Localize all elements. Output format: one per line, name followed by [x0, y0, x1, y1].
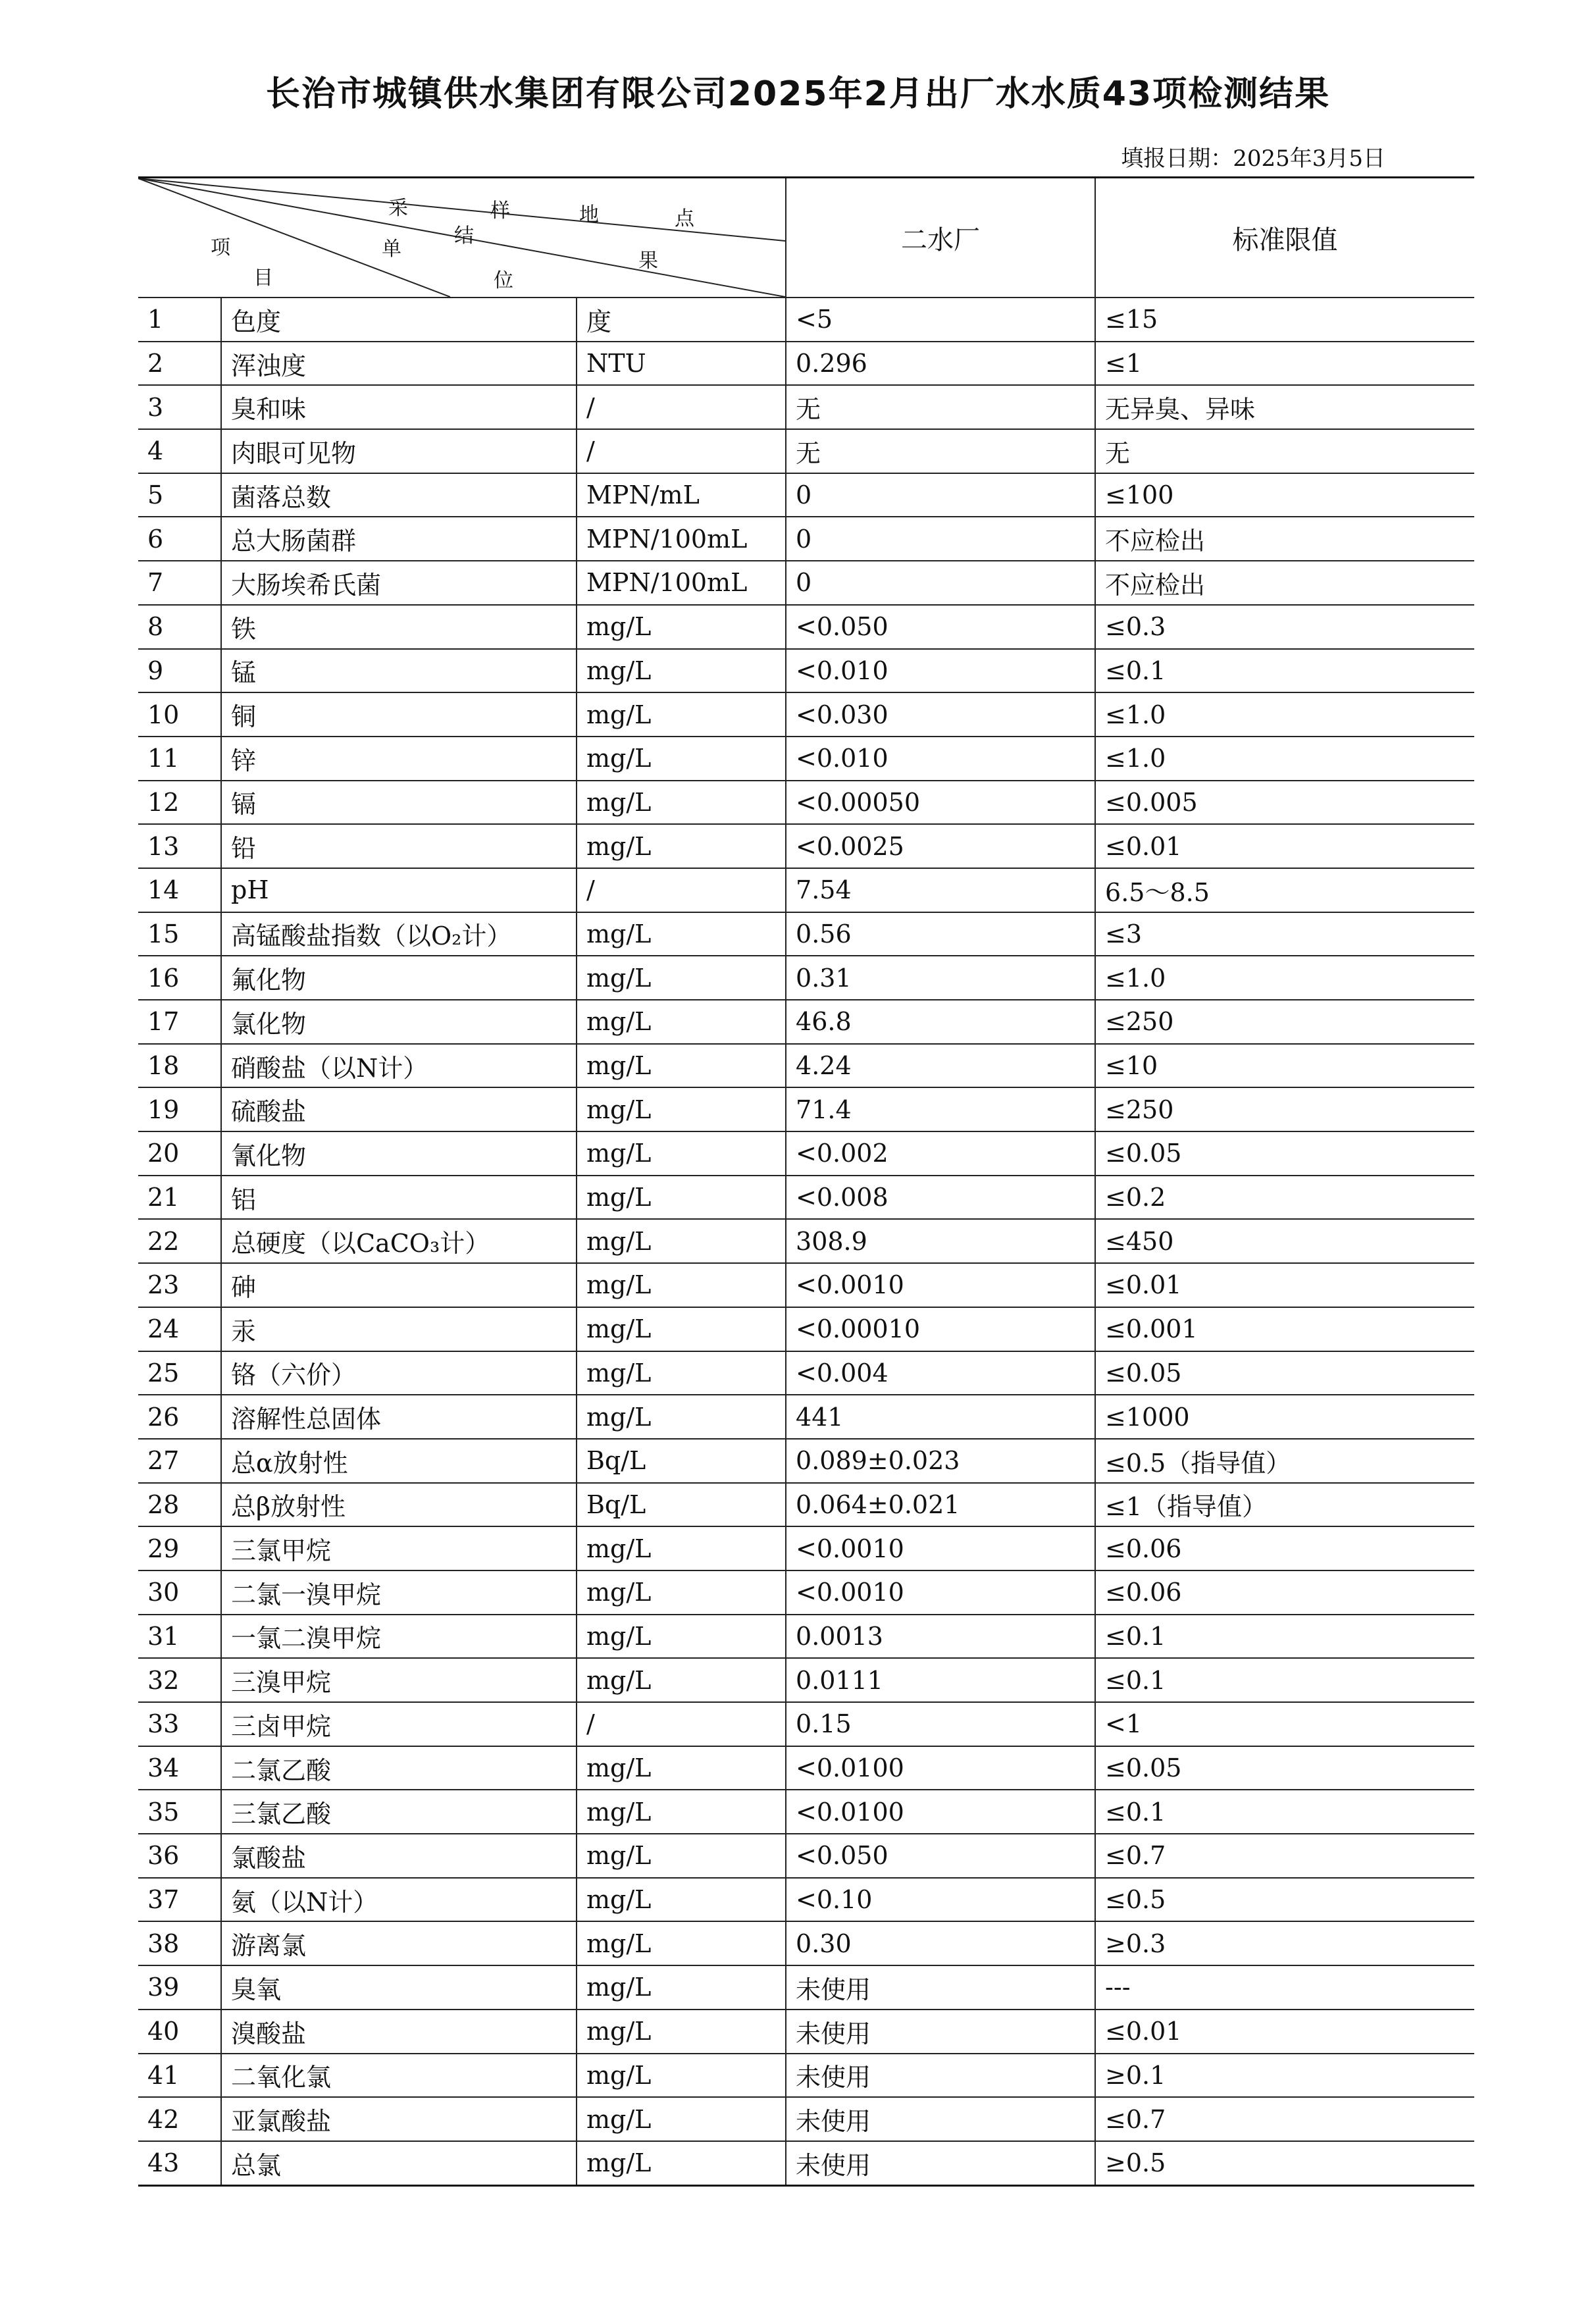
row-limit: ≤0.001 — [1095, 1307, 1474, 1351]
row-unit: mg/L — [577, 2097, 786, 2141]
table-row — [138, 1176, 1474, 1220]
row-plant-value: 0 — [786, 561, 1095, 605]
row-item: 铅 — [221, 824, 577, 868]
limit-header: 标准限值 — [1095, 178, 1474, 298]
row-item: 溴酸盐 — [221, 2010, 577, 2054]
row-limit: ≤10 — [1095, 1044, 1474, 1088]
row-limit: ≤0.01 — [1095, 824, 1474, 868]
row-plant-value: 0 — [786, 517, 1095, 561]
row-unit: mg/L — [577, 1878, 786, 1922]
table-row — [138, 1439, 1474, 1483]
table-row — [138, 1395, 1474, 1439]
row-number: 5 — [138, 473, 221, 517]
row-limit: ≤1.0 — [1095, 956, 1474, 1000]
row-unit: / — [577, 385, 786, 429]
row-plant-value: <0.008 — [786, 1176, 1095, 1220]
table-row — [138, 912, 1474, 956]
row-limit: ≤0.05 — [1095, 1746, 1474, 1790]
table-row — [138, 605, 1474, 649]
table-row — [138, 298, 1474, 342]
row-number: 26 — [138, 1395, 221, 1439]
table-row — [138, 385, 1474, 429]
row-unit: mg/L — [577, 1219, 786, 1263]
row-item: 一氯二溴甲烷 — [221, 1615, 577, 1659]
row-number: 12 — [138, 781, 221, 825]
row-number: 24 — [138, 1307, 221, 1351]
row-limit: ≥0.1 — [1095, 2054, 1474, 2098]
row-plant-value: 0.089±0.023 — [786, 1439, 1095, 1483]
table-row — [138, 1219, 1474, 1263]
row-item: 总硬度（以CaCO₃计） — [221, 1219, 577, 1263]
row-item: 硝酸盐（以N计） — [221, 1044, 577, 1088]
row-item: 三溴甲烷 — [221, 1658, 577, 1702]
row-limit: ≤0.1 — [1095, 1658, 1474, 1702]
row-unit: mg/L — [577, 781, 786, 825]
row-unit: mg/L — [577, 1000, 786, 1044]
row-item: 二氯乙酸 — [221, 1746, 577, 1790]
row-item: 游离氯 — [221, 1921, 577, 1965]
row-unit: mg/L — [577, 1263, 786, 1307]
row-item: 硫酸盐 — [221, 1087, 577, 1131]
row-number: 8 — [138, 605, 221, 649]
table-row — [138, 1351, 1474, 1395]
row-item: 三氯甲烷 — [221, 1526, 577, 1570]
row-limit: ≤1000 — [1095, 1395, 1474, 1439]
row-unit: mg/L — [577, 2141, 786, 2185]
row-plant-value: 7.54 — [786, 868, 1095, 912]
row-limit: ≤15 — [1095, 298, 1474, 342]
table-row — [138, 1483, 1474, 1527]
row-item: 臭氧 — [221, 1965, 577, 2010]
row-plant-value: <0.00010 — [786, 1307, 1095, 1351]
table-row — [138, 1834, 1474, 1878]
row-number: 18 — [138, 1044, 221, 1088]
row-plant-value: <0.004 — [786, 1351, 1095, 1395]
diag-sampling-char-1: 采 — [388, 197, 408, 220]
table-row — [138, 561, 1474, 605]
row-number: 30 — [138, 1570, 221, 1615]
row-item: 铜 — [221, 692, 577, 737]
table-row — [138, 1087, 1474, 1131]
diag-unit-char-2: 位 — [494, 269, 513, 292]
row-unit: mg/L — [577, 1131, 786, 1176]
row-limit: ≥0.3 — [1095, 1921, 1474, 1965]
row-limit: ≤0.1 — [1095, 649, 1474, 693]
row-limit: ≤0.06 — [1095, 1570, 1474, 1615]
row-limit: ≤0.2 — [1095, 1176, 1474, 1220]
row-number: 38 — [138, 1921, 221, 1965]
row-unit: MPN/mL — [577, 473, 786, 517]
row-plant-value: 0.56 — [786, 912, 1095, 956]
table-row — [138, 1263, 1474, 1307]
table-row — [138, 1878, 1474, 1922]
row-limit: <1 — [1095, 1702, 1474, 1746]
row-number: 23 — [138, 1263, 221, 1307]
row-plant-value: 未使用 — [786, 2097, 1095, 2141]
row-plant-value: 0.064±0.021 — [786, 1483, 1095, 1527]
row-item: 菌落总数 — [221, 473, 577, 517]
row-plant-value: <0.050 — [786, 1834, 1095, 1878]
diag-result-char-2: 果 — [638, 249, 658, 272]
row-unit: mg/L — [577, 1658, 786, 1702]
row-item: 氯化物 — [221, 1000, 577, 1044]
row-item: 大肠埃希氏菌 — [221, 561, 577, 605]
diagonal-header-cell — [138, 178, 786, 298]
row-item: 肉眼可见物 — [221, 429, 577, 473]
row-number: 9 — [138, 649, 221, 693]
row-number: 20 — [138, 1131, 221, 1176]
row-unit: mg/L — [577, 1965, 786, 2010]
row-number: 39 — [138, 1965, 221, 2010]
row-unit: mg/L — [577, 1834, 786, 1878]
row-plant-value: 0.30 — [786, 1921, 1095, 1965]
row-limit: ≤0.7 — [1095, 1834, 1474, 1878]
row-plant-value: <0.0010 — [786, 1570, 1095, 1615]
table-row — [138, 1000, 1474, 1044]
row-unit: mg/L — [577, 1570, 786, 1615]
row-item: 总氯 — [221, 2141, 577, 2185]
row-plant-value: <0.0100 — [786, 1746, 1095, 1790]
row-limit: ≤0.01 — [1095, 1263, 1474, 1307]
row-limit: ≤0.1 — [1095, 1790, 1474, 1834]
row-unit: mg/L — [577, 605, 786, 649]
row-plant-value: 无 — [786, 385, 1095, 429]
table-row — [138, 737, 1474, 781]
row-plant-value: 0.296 — [786, 342, 1095, 386]
row-limit: 无异臭、异味 — [1095, 385, 1474, 429]
row-plant-value: <0.050 — [786, 605, 1095, 649]
row-unit: Bq/L — [577, 1439, 786, 1483]
row-limit: ≤0.05 — [1095, 1131, 1474, 1176]
row-number: 1 — [138, 298, 221, 342]
row-unit: mg/L — [577, 912, 786, 956]
row-unit: mg/L — [577, 1790, 786, 1834]
plant-header: 二水厂 — [786, 178, 1095, 298]
row-item: 总β放射性 — [221, 1483, 577, 1527]
table-row — [138, 473, 1474, 517]
table-header-row — [138, 178, 1474, 298]
row-limit: ≤1（指导值） — [1095, 1483, 1474, 1527]
row-plant-value: <5 — [786, 298, 1095, 342]
table-row — [138, 517, 1474, 561]
row-limit: ≤450 — [1095, 1219, 1474, 1263]
row-plant-value: 未使用 — [786, 1965, 1095, 2010]
table-row — [138, 2054, 1474, 2098]
diag-sampling-char-2: 样 — [490, 199, 510, 222]
row-plant-value: <0.002 — [786, 1131, 1095, 1176]
table-row — [138, 956, 1474, 1000]
row-unit: MPN/100mL — [577, 561, 786, 605]
row-item: 锰 — [221, 649, 577, 693]
table-row — [138, 1570, 1474, 1615]
row-limit: ≤100 — [1095, 473, 1474, 517]
diag-result-char-1: 结 — [454, 224, 474, 247]
row-limit: ≥0.5 — [1095, 2141, 1474, 2185]
row-plant-value: 未使用 — [786, 2054, 1095, 2098]
row-number: 25 — [138, 1351, 221, 1395]
row-limit: ≤1.0 — [1095, 692, 1474, 737]
diag-sampling-char-3: 地 — [579, 203, 599, 226]
row-item: 铬（六价） — [221, 1351, 577, 1395]
row-limit: ≤0.01 — [1095, 2010, 1474, 2054]
table-row — [138, 1702, 1474, 1746]
document-title: 长治市城镇供水集团有限公司2025年2月出厂水水质43项检测结果 — [265, 74, 1331, 114]
row-item: 二氧化氯 — [221, 2054, 577, 2098]
row-item: 砷 — [221, 1263, 577, 1307]
diag-item-char-1: 项 — [211, 236, 230, 259]
row-item: 铝 — [221, 1176, 577, 1220]
row-plant-value: <0.010 — [786, 737, 1095, 781]
row-limit: 6.5～8.5 — [1095, 868, 1474, 912]
row-number: 15 — [138, 912, 221, 956]
row-item: 总α放射性 — [221, 1439, 577, 1483]
row-number: 29 — [138, 1526, 221, 1570]
row-number: 41 — [138, 2054, 221, 2098]
row-limit: ≤0.5（指导值） — [1095, 1439, 1474, 1483]
row-number: 14 — [138, 868, 221, 912]
row-limit: ≤250 — [1095, 1087, 1474, 1131]
table-row — [138, 1526, 1474, 1570]
row-item: 汞 — [221, 1307, 577, 1351]
row-limit: ≤0.7 — [1095, 2097, 1474, 2141]
row-number: 3 — [138, 385, 221, 429]
row-plant-value: <0.0010 — [786, 1263, 1095, 1307]
table-row — [138, 2141, 1474, 2185]
table-row — [138, 824, 1474, 868]
row-number: 6 — [138, 517, 221, 561]
table-row — [138, 2010, 1474, 2054]
row-limit: ≤0.005 — [1095, 781, 1474, 825]
row-number: 4 — [138, 429, 221, 473]
row-number: 28 — [138, 1483, 221, 1527]
row-plant-value: 未使用 — [786, 2141, 1095, 2185]
row-number: 2 — [138, 342, 221, 386]
row-item: 氰化物 — [221, 1131, 577, 1176]
row-plant-value: 无 — [786, 429, 1095, 473]
row-plant-value: <0.00050 — [786, 781, 1095, 825]
row-limit: 无 — [1095, 429, 1474, 473]
row-limit: 不应检出 — [1095, 517, 1474, 561]
row-plant-value: 46.8 — [786, 1000, 1095, 1044]
row-limit: ≤3 — [1095, 912, 1474, 956]
row-number: 21 — [138, 1176, 221, 1220]
row-limit: 不应检出 — [1095, 561, 1474, 605]
row-unit: mg/L — [577, 1395, 786, 1439]
row-number: 32 — [138, 1658, 221, 1702]
row-plant-value: 0 — [786, 473, 1095, 517]
row-unit: mg/L — [577, 956, 786, 1000]
table-row — [138, 1044, 1474, 1088]
row-unit: mg/L — [577, 1087, 786, 1131]
row-number: 13 — [138, 824, 221, 868]
row-unit: mg/L — [577, 1746, 786, 1790]
row-limit: ≤250 — [1095, 1000, 1474, 1044]
row-item: 锌 — [221, 737, 577, 781]
row-item: 总大肠菌群 — [221, 517, 577, 561]
row-item: 二氯一溴甲烷 — [221, 1570, 577, 1615]
row-unit: / — [577, 429, 786, 473]
table-row — [138, 2097, 1474, 2141]
row-unit: mg/L — [577, 2010, 786, 2054]
table-row — [138, 342, 1474, 386]
row-item: 臭和味 — [221, 385, 577, 429]
row-plant-value: <0.0100 — [786, 1790, 1095, 1834]
table-row — [138, 692, 1474, 737]
row-number: 37 — [138, 1878, 221, 1922]
row-item: 溶解性总固体 — [221, 1395, 577, 1439]
row-number: 7 — [138, 561, 221, 605]
row-item: 三卤甲烷 — [221, 1702, 577, 1746]
table-row — [138, 1131, 1474, 1176]
row-plant-value: <0.030 — [786, 692, 1095, 737]
row-unit: mg/L — [577, 1615, 786, 1659]
row-limit: --- — [1095, 1965, 1474, 2010]
row-unit: mg/L — [577, 649, 786, 693]
row-number: 27 — [138, 1439, 221, 1483]
row-limit: ≤1.0 — [1095, 737, 1474, 781]
row-plant-value: 0.0013 — [786, 1615, 1095, 1659]
row-unit: mg/L — [577, 1176, 786, 1220]
row-number: 42 — [138, 2097, 221, 2141]
row-unit: mg/L — [577, 2054, 786, 2098]
row-number: 31 — [138, 1615, 221, 1659]
row-item: 氯酸盐 — [221, 1834, 577, 1878]
water-quality-table — [138, 176, 1474, 2187]
row-item: 铁 — [221, 605, 577, 649]
table-row — [138, 1790, 1474, 1834]
row-unit: mg/L — [577, 824, 786, 868]
row-item: 镉 — [221, 781, 577, 825]
row-unit: Bq/L — [577, 1483, 786, 1527]
row-unit: mg/L — [577, 1307, 786, 1351]
row-item: 氟化物 — [221, 956, 577, 1000]
row-unit: mg/L — [577, 737, 786, 781]
row-number: 22 — [138, 1219, 221, 1263]
table-row — [138, 781, 1474, 825]
row-item: 高锰酸盐指数（以O₂计） — [221, 912, 577, 956]
table-row — [138, 1658, 1474, 1702]
row-item: 色度 — [221, 298, 577, 342]
row-plant-value: <0.0010 — [786, 1526, 1095, 1570]
row-number: 36 — [138, 1834, 221, 1878]
row-limit: ≤0.1 — [1095, 1615, 1474, 1659]
row-plant-value: 0.0111 — [786, 1658, 1095, 1702]
row-limit: ≤1 — [1095, 342, 1474, 386]
row-item: 三氯乙酸 — [221, 1790, 577, 1834]
row-plant-value: 4.24 — [786, 1044, 1095, 1088]
row-plant-value: <0.0025 — [786, 824, 1095, 868]
row-plant-value: <0.010 — [786, 649, 1095, 693]
row-unit: / — [577, 868, 786, 912]
row-limit: ≤0.06 — [1095, 1526, 1474, 1570]
row-unit: 度 — [577, 298, 786, 342]
row-unit: MPN/100mL — [577, 517, 786, 561]
table-row — [138, 1921, 1474, 1965]
row-unit: mg/L — [577, 1526, 786, 1570]
row-unit: / — [577, 1702, 786, 1746]
row-plant-value: 0.31 — [786, 956, 1095, 1000]
table-row — [138, 429, 1474, 473]
table-row — [138, 868, 1474, 912]
table-row — [138, 1615, 1474, 1659]
row-number: 33 — [138, 1702, 221, 1746]
row-number: 11 — [138, 737, 221, 781]
row-number: 34 — [138, 1746, 221, 1790]
row-plant-value: 71.4 — [786, 1087, 1095, 1131]
row-number: 40 — [138, 2010, 221, 2054]
row-item: pH — [221, 868, 577, 912]
row-limit: ≤0.3 — [1095, 605, 1474, 649]
row-unit: mg/L — [577, 692, 786, 737]
row-number: 17 — [138, 1000, 221, 1044]
row-plant-value: 0.15 — [786, 1702, 1095, 1746]
row-item: 浑浊度 — [221, 342, 577, 386]
table-row — [138, 1307, 1474, 1351]
row-number: 16 — [138, 956, 221, 1000]
diag-sampling-char-4: 点 — [675, 207, 694, 230]
fill-date: 填报日期：2025年3月5日 — [1121, 145, 1385, 172]
table-row — [138, 1965, 1474, 2010]
row-number: 43 — [138, 2141, 221, 2185]
row-plant-value: 308.9 — [786, 1219, 1095, 1263]
row-plant-value: <0.10 — [786, 1878, 1095, 1922]
row-limit: ≤0.05 — [1095, 1351, 1474, 1395]
row-number: 35 — [138, 1790, 221, 1834]
row-unit: mg/L — [577, 1044, 786, 1088]
row-item: 亚氯酸盐 — [221, 2097, 577, 2141]
row-limit: ≤0.5 — [1095, 1878, 1474, 1922]
row-number: 10 — [138, 692, 221, 737]
diag-unit-char-1: 单 — [382, 238, 401, 261]
row-unit: mg/L — [577, 1351, 786, 1395]
table-row — [138, 1746, 1474, 1790]
table-row — [138, 649, 1474, 693]
row-unit: NTU — [577, 342, 786, 386]
row-plant-value: 未使用 — [786, 2010, 1095, 2054]
row-unit: mg/L — [577, 1921, 786, 1965]
diag-item-char-2: 目 — [253, 267, 273, 290]
row-number: 19 — [138, 1087, 221, 1131]
row-plant-value: 441 — [786, 1395, 1095, 1439]
row-item: 氨（以N计） — [221, 1878, 577, 1922]
